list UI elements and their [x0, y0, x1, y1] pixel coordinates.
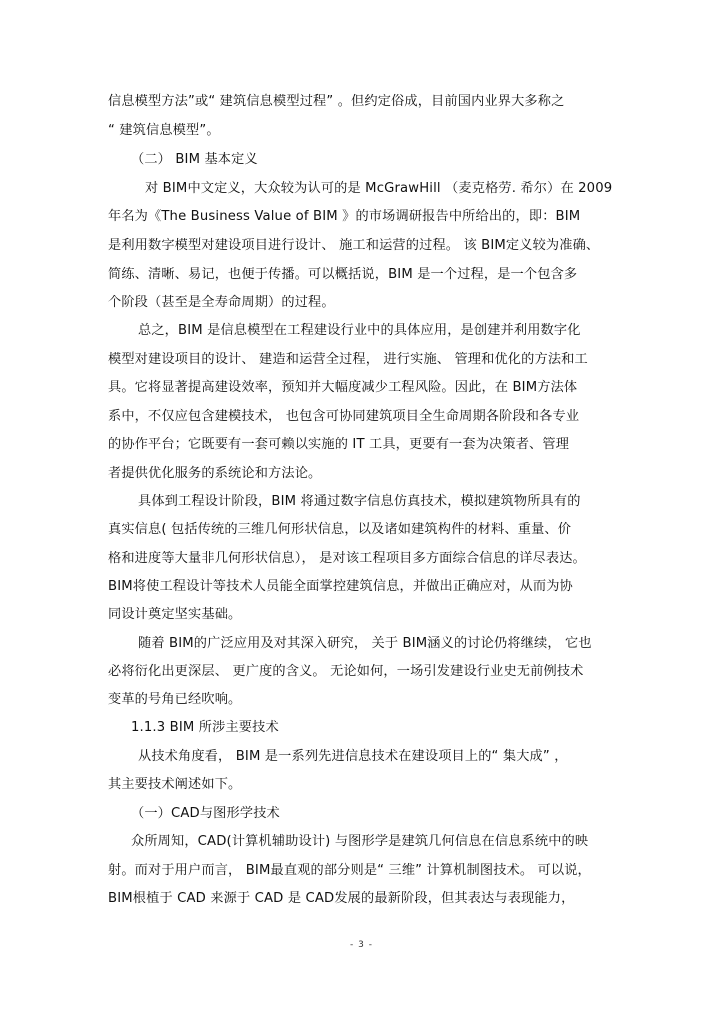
- text-line: 具。它将显著提高建设效率，预知并大幅度减少工程风险。因此，在 BIM方法体: [108, 380, 578, 395]
- text-line: 个阶段（甚至是全寿命周期）的过程。: [108, 295, 335, 310]
- text-line: 简练、清晰、易记，也便于传播。可以概括说，BIM 是一个过程，是一个包含多: [108, 267, 578, 282]
- text-line: 从技术角度看， BIM 是一系列先进信息技术在建设项目上的“ 集大成” ，: [138, 749, 568, 764]
- text-line: 的协作平台；它既要有一套可赖以实施的 IT 工具，更要有一套为决策者、管理: [108, 437, 570, 452]
- text-line: 信息模型方法”或“ 建筑信息模型过程” 。但约定俗成，目前国内业界大多称之: [108, 94, 565, 109]
- page-number: - 3 -: [350, 940, 373, 950]
- text-line: 具体到工程设计阶段，BIM 将通过数字信息仿真技术，模拟建筑物所具有的: [138, 494, 581, 509]
- section-heading: （一）CAD与图形学技术: [131, 806, 280, 821]
- text-line: 总之，BIM 是信息模型在工程建设行业中的具体应用，是创建并利用数字化: [138, 323, 581, 338]
- text-line: 模型对建设项目的设计、 建造和运营全过程， 进行实施、 管理和优化的方法和工: [108, 352, 588, 367]
- text-line: 对 BIM中文定义，大众较为认可的是 McGrawHill （麦克格劳. 希尔）在 2009: [145, 181, 613, 196]
- text-line: 系中，不仅应包含建模技术， 也包含可协同建筑项目全生命周期各阶段和各专业: [108, 409, 580, 424]
- text-line: 同设计奠定坚实基础。: [108, 607, 242, 622]
- text-line: 变革的号角已经吹响。: [108, 692, 242, 707]
- text-line: 其主要技术阐述如下。: [108, 777, 242, 792]
- text-line: 真实信息( 包括传统的三维几何形状信息，以及诸如建筑构件的材料、重量、价: [108, 522, 572, 537]
- text-line: 者提供优化服务的系统论和方法论。: [108, 466, 322, 481]
- text-line: BIM将使工程设计等技术人员能全面掌控建筑信息，并做出正确应对，从而为协: [108, 579, 573, 594]
- text-line: 随着 BIM的广泛应用及对其深入研究， 关于 BIM涵义的讨论仍将继续， 它也: [138, 636, 592, 651]
- text-line: 是利用数字模型对建设项目进行设计、 施工和运营的过程。 该 BIM定义较为准确、: [108, 238, 600, 253]
- text-line: 射。而对于用户而言， BIM最直观的部分则是“ 三维” 计算机制图技术。 可以说，: [108, 863, 591, 878]
- section-heading: （二） BIM 基本定义: [131, 152, 258, 167]
- text-line: “ 建筑信息模型”。: [108, 123, 220, 138]
- text-line: 格和进度等大量非几何形状信息）， 是对该工程项目多方面综合信息的详尽表达。: [108, 551, 586, 566]
- text-line: 众所周知，CAD(计算机辅助设计) 与图形学是建筑几何信息在信息系统中的映: [131, 834, 589, 849]
- text-line: 年名为《The Business Value of BIM 》的市场调研报告中所给出的，即：BIM: [108, 209, 581, 224]
- text-line: BIM根植于 CAD 来源于 CAD 是 CAD发展的最新阶段，但其表达与表现能力，: [108, 891, 575, 906]
- text-line: 必将衍化出更深层、 更广度的含义。 无论如何，一场引发建设行业史无前例技术: [108, 664, 584, 679]
- section-heading: 1.1.3 BIM 所涉主要技术: [131, 720, 279, 735]
